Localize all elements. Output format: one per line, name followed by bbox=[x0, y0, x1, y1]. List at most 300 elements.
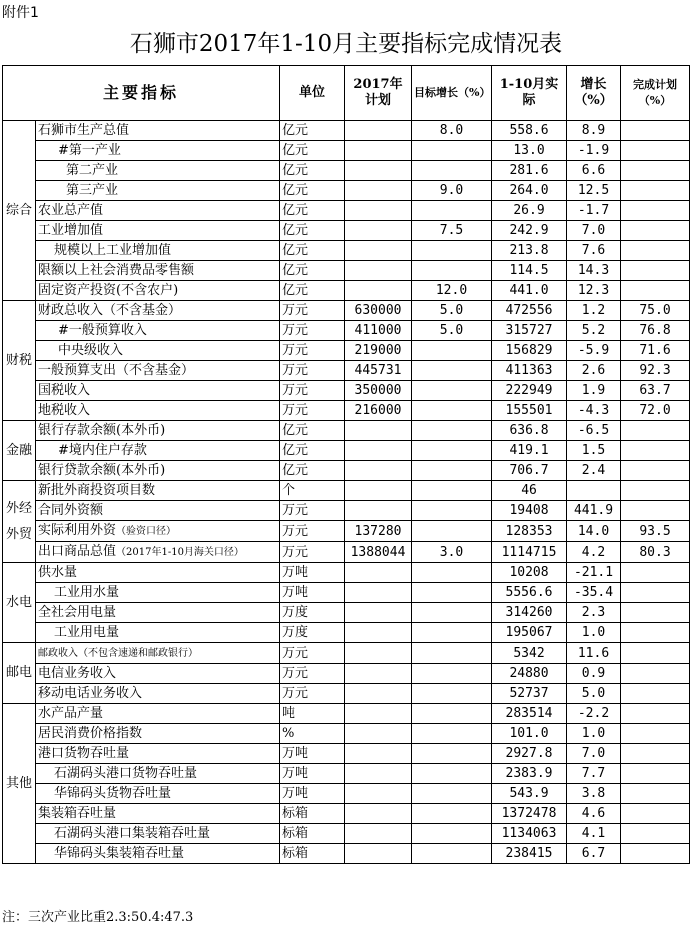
plan-cell bbox=[345, 221, 412, 241]
unit-cell: 万吨 bbox=[280, 563, 345, 583]
actual-cell: 213.8 bbox=[492, 241, 567, 261]
table-row bbox=[3, 421, 690, 441]
actual-cell: 1114715 bbox=[492, 542, 567, 563]
plan-cell: 445731 bbox=[345, 361, 412, 381]
plan-cell bbox=[345, 784, 412, 804]
growth-cell: -35.4 bbox=[567, 583, 621, 603]
growth-cell: 1.5 bbox=[567, 441, 621, 461]
table-row bbox=[3, 684, 690, 704]
unit-cell: 亿元 bbox=[280, 161, 345, 181]
actual-cell: 411363 bbox=[492, 361, 567, 381]
table-row bbox=[3, 321, 690, 341]
growth-cell: 1.9 bbox=[567, 381, 621, 401]
growth-cell: 2.3 bbox=[567, 603, 621, 623]
actual-cell: 1372478 bbox=[492, 804, 567, 824]
growth-cell: 7.0 bbox=[567, 221, 621, 241]
unit-cell: 亿元 bbox=[280, 181, 345, 201]
plan-cell: 219000 bbox=[345, 341, 412, 361]
plan-cell bbox=[345, 684, 412, 704]
table-row bbox=[3, 724, 690, 744]
table-row bbox=[3, 341, 690, 361]
plan-cell bbox=[345, 643, 412, 664]
table-row bbox=[3, 301, 690, 321]
actual-cell: 315727 bbox=[492, 321, 567, 341]
plan-cell bbox=[345, 261, 412, 281]
plan-cell bbox=[345, 744, 412, 764]
plan-cell bbox=[345, 764, 412, 784]
indicator-name bbox=[36, 623, 280, 643]
indicator-name bbox=[36, 501, 280, 521]
actual-cell: 101.0 bbox=[492, 724, 567, 744]
growth-cell: 8.9 bbox=[567, 121, 621, 141]
complete-cell bbox=[621, 804, 690, 824]
complete-cell bbox=[621, 501, 690, 521]
unit-cell: 亿元 bbox=[280, 441, 345, 461]
unit-cell: 万元 bbox=[280, 381, 345, 401]
indicator-label: 华锦码头货物吞吐量 bbox=[54, 786, 172, 801]
complete-cell bbox=[621, 181, 690, 201]
growth-cell: -5.9 bbox=[567, 341, 621, 361]
indicator-label: 港口货物吞吐量 bbox=[38, 746, 130, 761]
unit-cell: 万吨 bbox=[280, 784, 345, 804]
actual-cell: 46 bbox=[492, 481, 567, 501]
unit-cell: 亿元 bbox=[280, 261, 345, 281]
unit-cell: 亿元 bbox=[280, 121, 345, 141]
unit-cell: 标箱 bbox=[280, 804, 345, 824]
growth-cell bbox=[567, 481, 621, 501]
plan-cell bbox=[345, 201, 412, 221]
growth-cell: 6.7 bbox=[567, 844, 621, 864]
complete-cell bbox=[621, 141, 690, 161]
growth-cell: -1.9 bbox=[567, 141, 621, 161]
category-cell: 水电 bbox=[3, 563, 36, 643]
complete-cell bbox=[621, 461, 690, 481]
complete-cell bbox=[621, 121, 690, 141]
unit-cell: 个 bbox=[280, 481, 345, 501]
indicator-label: 集装箱吞吐量 bbox=[38, 806, 117, 821]
indicator-name bbox=[36, 321, 280, 341]
unit-cell: 亿元 bbox=[280, 461, 345, 481]
indicator-note: 邮政收入（不包含速递和邮政银行） bbox=[38, 648, 198, 659]
indicator-label: 银行存款余额(本外币) bbox=[38, 423, 166, 438]
indicator-label: 地税收入 bbox=[38, 403, 91, 418]
unit-cell: 万元 bbox=[280, 501, 345, 521]
indicator-label: 国税收入 bbox=[38, 383, 91, 398]
actual-cell: 543.9 bbox=[492, 784, 567, 804]
indicator-name bbox=[36, 381, 280, 401]
indicator-label: 第三产业 bbox=[66, 183, 119, 198]
indicator-label: 农业总产值 bbox=[38, 203, 104, 218]
indicator-name bbox=[36, 804, 280, 824]
header-complete: 完成计划（%） bbox=[621, 66, 690, 121]
table-row bbox=[3, 401, 690, 421]
growth-cell: 7.0 bbox=[567, 744, 621, 764]
header-target: 目标增长（%） bbox=[412, 66, 492, 121]
target-cell bbox=[412, 161, 492, 181]
complete-cell bbox=[621, 241, 690, 261]
indicator-name bbox=[36, 563, 280, 583]
unit-cell: 标箱 bbox=[280, 844, 345, 864]
complete-cell bbox=[621, 563, 690, 583]
complete-cell bbox=[621, 643, 690, 664]
plan-cell bbox=[345, 281, 412, 301]
plan-cell bbox=[345, 481, 412, 501]
indicator-name bbox=[36, 643, 280, 664]
indicator-name bbox=[36, 542, 280, 563]
table-row bbox=[3, 542, 690, 563]
actual-cell: 472556 bbox=[492, 301, 567, 321]
plan-cell bbox=[345, 121, 412, 141]
indicator-name bbox=[36, 221, 280, 241]
table-row bbox=[3, 824, 690, 844]
plan-cell bbox=[345, 664, 412, 684]
indicator-name bbox=[36, 664, 280, 684]
complete-cell: 76.8 bbox=[621, 321, 690, 341]
growth-cell: 3.8 bbox=[567, 784, 621, 804]
unit-cell: 万度 bbox=[280, 603, 345, 623]
target-cell bbox=[412, 623, 492, 643]
indicator-label: 供水量 bbox=[38, 565, 78, 580]
indicator-name bbox=[36, 481, 280, 501]
indicator-name bbox=[36, 141, 280, 161]
indicator-label: #一般预算收入 bbox=[58, 323, 147, 338]
table-row bbox=[3, 643, 690, 664]
growth-cell: 12.5 bbox=[567, 181, 621, 201]
unit-cell: 万元 bbox=[280, 361, 345, 381]
indicator-name bbox=[36, 301, 280, 321]
growth-cell: 14.0 bbox=[567, 521, 621, 542]
indicator-name bbox=[36, 181, 280, 201]
table-row bbox=[3, 521, 690, 542]
table-row bbox=[3, 583, 690, 603]
header-actual: 1-10月实际 bbox=[492, 66, 567, 121]
indicator-label: 中央级收入 bbox=[58, 343, 124, 358]
table-row bbox=[3, 704, 690, 724]
table-row bbox=[3, 361, 690, 381]
indicator-name bbox=[36, 704, 280, 724]
category-cell: 综合 bbox=[3, 121, 36, 301]
category-cell: 邮电 bbox=[3, 643, 36, 704]
indicator-name bbox=[36, 461, 280, 481]
target-cell bbox=[412, 664, 492, 684]
target-cell bbox=[412, 481, 492, 501]
actual-cell: 195067 bbox=[492, 623, 567, 643]
growth-cell: -2.2 bbox=[567, 704, 621, 724]
table-row bbox=[3, 563, 690, 583]
unit-cell: 万元 bbox=[280, 643, 345, 664]
complete-cell bbox=[621, 201, 690, 221]
unit-cell: 标箱 bbox=[280, 824, 345, 844]
unit-cell: 万元 bbox=[280, 341, 345, 361]
category-cell: 其他 bbox=[3, 704, 36, 864]
actual-cell: 2927.8 bbox=[492, 744, 567, 764]
complete-cell bbox=[621, 724, 690, 744]
complete-cell bbox=[621, 824, 690, 844]
complete-cell: 92.3 bbox=[621, 361, 690, 381]
growth-cell: 1.0 bbox=[567, 724, 621, 744]
indicator-label: 一般预算支出（不含基金） bbox=[38, 363, 195, 378]
report-title: 石狮市2017年1-10月主要指标完成情况表 bbox=[129, 31, 563, 57]
complete-cell bbox=[621, 764, 690, 784]
plan-cell bbox=[345, 724, 412, 744]
complete-cell: 63.7 bbox=[621, 381, 690, 401]
complete-cell bbox=[621, 744, 690, 764]
actual-cell: 114.5 bbox=[492, 261, 567, 281]
table-row bbox=[3, 664, 690, 684]
complete-cell bbox=[621, 261, 690, 281]
target-cell bbox=[412, 684, 492, 704]
attachment-label: 附件1 bbox=[2, 5, 39, 21]
indicator-name bbox=[36, 684, 280, 704]
complete-cell bbox=[621, 603, 690, 623]
header-growth: 增长（%） bbox=[567, 66, 621, 121]
category-cell: 财税 bbox=[3, 301, 36, 421]
indicator-label: #境内住户存款 bbox=[58, 443, 147, 458]
unit-cell: 万吨 bbox=[280, 764, 345, 784]
growth-cell: -6.5 bbox=[567, 421, 621, 441]
unit-cell: 万吨 bbox=[280, 583, 345, 603]
actual-cell: 5342 bbox=[492, 643, 567, 664]
indicator-name bbox=[36, 421, 280, 441]
target-cell: 8.0 bbox=[412, 121, 492, 141]
unit-cell: 万吨 bbox=[280, 744, 345, 764]
plan-cell: 350000 bbox=[345, 381, 412, 401]
target-cell bbox=[412, 341, 492, 361]
table-row bbox=[3, 744, 690, 764]
target-cell bbox=[412, 603, 492, 623]
complete-cell bbox=[621, 844, 690, 864]
table-row bbox=[3, 281, 690, 301]
actual-cell: 636.8 bbox=[492, 421, 567, 441]
table-row bbox=[3, 441, 690, 461]
unit-cell: 万元 bbox=[280, 521, 345, 542]
growth-cell: 1.0 bbox=[567, 623, 621, 643]
indicator-name bbox=[36, 724, 280, 744]
target-cell bbox=[412, 563, 492, 583]
unit-cell: 亿元 bbox=[280, 221, 345, 241]
indicator-name bbox=[36, 744, 280, 764]
indicator-name bbox=[36, 583, 280, 603]
table-row bbox=[3, 181, 690, 201]
complete-cell bbox=[621, 704, 690, 724]
unit-cell: 亿元 bbox=[280, 201, 345, 221]
unit-cell: 万元 bbox=[280, 542, 345, 563]
actual-cell: 1134063 bbox=[492, 824, 567, 844]
target-cell bbox=[412, 441, 492, 461]
actual-cell: 155501 bbox=[492, 401, 567, 421]
indicator-label: 石湖码头港口集装箱吞吐量 bbox=[54, 826, 211, 841]
actual-cell: 242.9 bbox=[492, 221, 567, 241]
indicator-label: 电信业务收入 bbox=[38, 666, 117, 681]
growth-cell: -4.3 bbox=[567, 401, 621, 421]
plan-cell bbox=[345, 603, 412, 623]
plan-cell: 137280 bbox=[345, 521, 412, 542]
growth-cell: 4.6 bbox=[567, 804, 621, 824]
target-cell bbox=[412, 724, 492, 744]
complete-cell: 75.0 bbox=[621, 301, 690, 321]
growth-cell: 7.6 bbox=[567, 241, 621, 261]
growth-cell: -1.7 bbox=[567, 201, 621, 221]
target-cell bbox=[412, 241, 492, 261]
growth-cell: 2.6 bbox=[567, 361, 621, 381]
target-cell bbox=[412, 784, 492, 804]
target-cell bbox=[412, 824, 492, 844]
plan-cell: 216000 bbox=[345, 401, 412, 421]
table-row bbox=[3, 764, 690, 784]
target-cell: 9.0 bbox=[412, 181, 492, 201]
complete-cell: 80.3 bbox=[621, 542, 690, 563]
actual-cell: 10208 bbox=[492, 563, 567, 583]
target-cell bbox=[412, 381, 492, 401]
unit-cell: 万元 bbox=[280, 301, 345, 321]
complete-cell bbox=[621, 281, 690, 301]
actual-cell: 281.6 bbox=[492, 161, 567, 181]
table-row bbox=[3, 161, 690, 181]
growth-cell: 4.1 bbox=[567, 824, 621, 844]
unit-cell: 亿元 bbox=[280, 141, 345, 161]
indicator-label: 华锦码头集装箱吞吐量 bbox=[54, 846, 185, 861]
actual-cell: 283514 bbox=[492, 704, 567, 724]
table-row bbox=[3, 844, 690, 864]
growth-cell: 5.2 bbox=[567, 321, 621, 341]
header-indicator: 主要指标 bbox=[3, 66, 280, 121]
indicator-name bbox=[36, 764, 280, 784]
indicator-note: （2017年1-10月海关口径） bbox=[116, 547, 244, 558]
target-cell bbox=[412, 421, 492, 441]
unit-cell: 万元 bbox=[280, 684, 345, 704]
indicator-name bbox=[36, 401, 280, 421]
indicator-label: 居民消费价格指数 bbox=[38, 726, 143, 741]
header-unit: 单位 bbox=[280, 66, 345, 121]
plan-cell bbox=[345, 421, 412, 441]
target-cell bbox=[412, 401, 492, 421]
table-row bbox=[3, 603, 690, 623]
plan-cell bbox=[345, 704, 412, 724]
table-row bbox=[3, 221, 690, 241]
growth-cell: 0.9 bbox=[567, 664, 621, 684]
actual-cell: 5556.6 bbox=[492, 583, 567, 603]
complete-cell: 93.5 bbox=[621, 521, 690, 542]
growth-cell: 12.3 bbox=[567, 281, 621, 301]
target-cell: 12.0 bbox=[412, 281, 492, 301]
complete-cell bbox=[621, 481, 690, 501]
indicator-name bbox=[36, 521, 280, 542]
actual-cell: 558.6 bbox=[492, 121, 567, 141]
unit-cell: 万元 bbox=[280, 664, 345, 684]
indicator-label: 规模以上工业增加值 bbox=[54, 243, 172, 258]
complete-cell bbox=[621, 441, 690, 461]
complete-cell bbox=[621, 583, 690, 603]
indicator-label: 工业增加值 bbox=[38, 223, 104, 238]
footer-note: 注：三次产业比重2.3:50.4:47.3 bbox=[2, 910, 194, 925]
indicator-name bbox=[36, 201, 280, 221]
target-cell: 3.0 bbox=[412, 542, 492, 563]
plan-cell bbox=[345, 583, 412, 603]
table-row bbox=[3, 241, 690, 261]
table-body bbox=[3, 121, 690, 864]
unit-cell: 万度 bbox=[280, 623, 345, 643]
target-cell: 5.0 bbox=[412, 321, 492, 341]
complete-cell bbox=[621, 161, 690, 181]
indicator-name bbox=[36, 281, 280, 301]
indicator-label: 工业用水量 bbox=[54, 585, 120, 600]
indicator-label: 新批外商投资项目数 bbox=[38, 483, 156, 498]
plan-cell bbox=[345, 501, 412, 521]
indicator-label: 水产品产量 bbox=[38, 706, 104, 721]
plan-cell bbox=[345, 241, 412, 261]
category-cell: 外经外贸 bbox=[3, 481, 36, 563]
target-cell bbox=[412, 744, 492, 764]
complete-cell bbox=[621, 784, 690, 804]
table-row bbox=[3, 784, 690, 804]
actual-cell: 314260 bbox=[492, 603, 567, 623]
table-row bbox=[3, 121, 690, 141]
indicator-label: 石湖码头港口货物吞吐量 bbox=[54, 766, 198, 781]
indicator-note: （验资口径） bbox=[116, 526, 177, 537]
plan-cell bbox=[345, 804, 412, 824]
indicator-label: 合同外资额 bbox=[38, 503, 104, 518]
table-row bbox=[3, 481, 690, 501]
growth-cell: 7.7 bbox=[567, 764, 621, 784]
unit-cell: 亿元 bbox=[280, 421, 345, 441]
actual-cell: 2383.9 bbox=[492, 764, 567, 784]
plan-cell bbox=[345, 824, 412, 844]
actual-cell: 19408 bbox=[492, 501, 567, 521]
header-plan: 2017年计划 bbox=[345, 66, 412, 121]
complete-cell: 72.0 bbox=[621, 401, 690, 421]
indicator-label: 固定资产投资(不含农户) bbox=[38, 283, 179, 298]
plan-cell: 1388044 bbox=[345, 542, 412, 563]
unit-cell: 万元 bbox=[280, 401, 345, 421]
target-cell bbox=[412, 361, 492, 381]
indicator-name bbox=[36, 844, 280, 864]
table-row bbox=[3, 381, 690, 401]
indicator-name bbox=[36, 261, 280, 281]
unit-cell: 亿元 bbox=[280, 241, 345, 261]
actual-cell: 419.1 bbox=[492, 441, 567, 461]
unit-cell: 万元 bbox=[280, 321, 345, 341]
indicator-label: 实际利用外资 bbox=[38, 523, 117, 538]
actual-cell: 264.0 bbox=[492, 181, 567, 201]
target-cell bbox=[412, 521, 492, 542]
indicator-label: 限额以上社会消费品零售额 bbox=[38, 263, 195, 278]
category-cell: 金融 bbox=[3, 421, 36, 481]
indicator-label: #第一产业 bbox=[58, 143, 121, 158]
indicator-name bbox=[36, 121, 280, 141]
table-row bbox=[3, 141, 690, 161]
target-cell bbox=[412, 583, 492, 603]
plan-cell bbox=[345, 441, 412, 461]
table-row bbox=[3, 461, 690, 481]
growth-cell: -21.1 bbox=[567, 563, 621, 583]
actual-cell: 26.9 bbox=[492, 201, 567, 221]
actual-cell: 24880 bbox=[492, 664, 567, 684]
actual-cell: 13.0 bbox=[492, 141, 567, 161]
actual-cell: 222949 bbox=[492, 381, 567, 401]
growth-cell: 1.2 bbox=[567, 301, 621, 321]
plan-cell bbox=[345, 181, 412, 201]
indicator-name bbox=[36, 161, 280, 181]
target-cell: 5.0 bbox=[412, 301, 492, 321]
plan-cell: 411000 bbox=[345, 321, 412, 341]
complete-cell bbox=[621, 421, 690, 441]
actual-cell: 52737 bbox=[492, 684, 567, 704]
actual-cell: 156829 bbox=[492, 341, 567, 361]
target-cell: 7.5 bbox=[412, 221, 492, 241]
indicator-table bbox=[2, 65, 690, 864]
target-cell bbox=[412, 844, 492, 864]
plan-cell bbox=[345, 844, 412, 864]
